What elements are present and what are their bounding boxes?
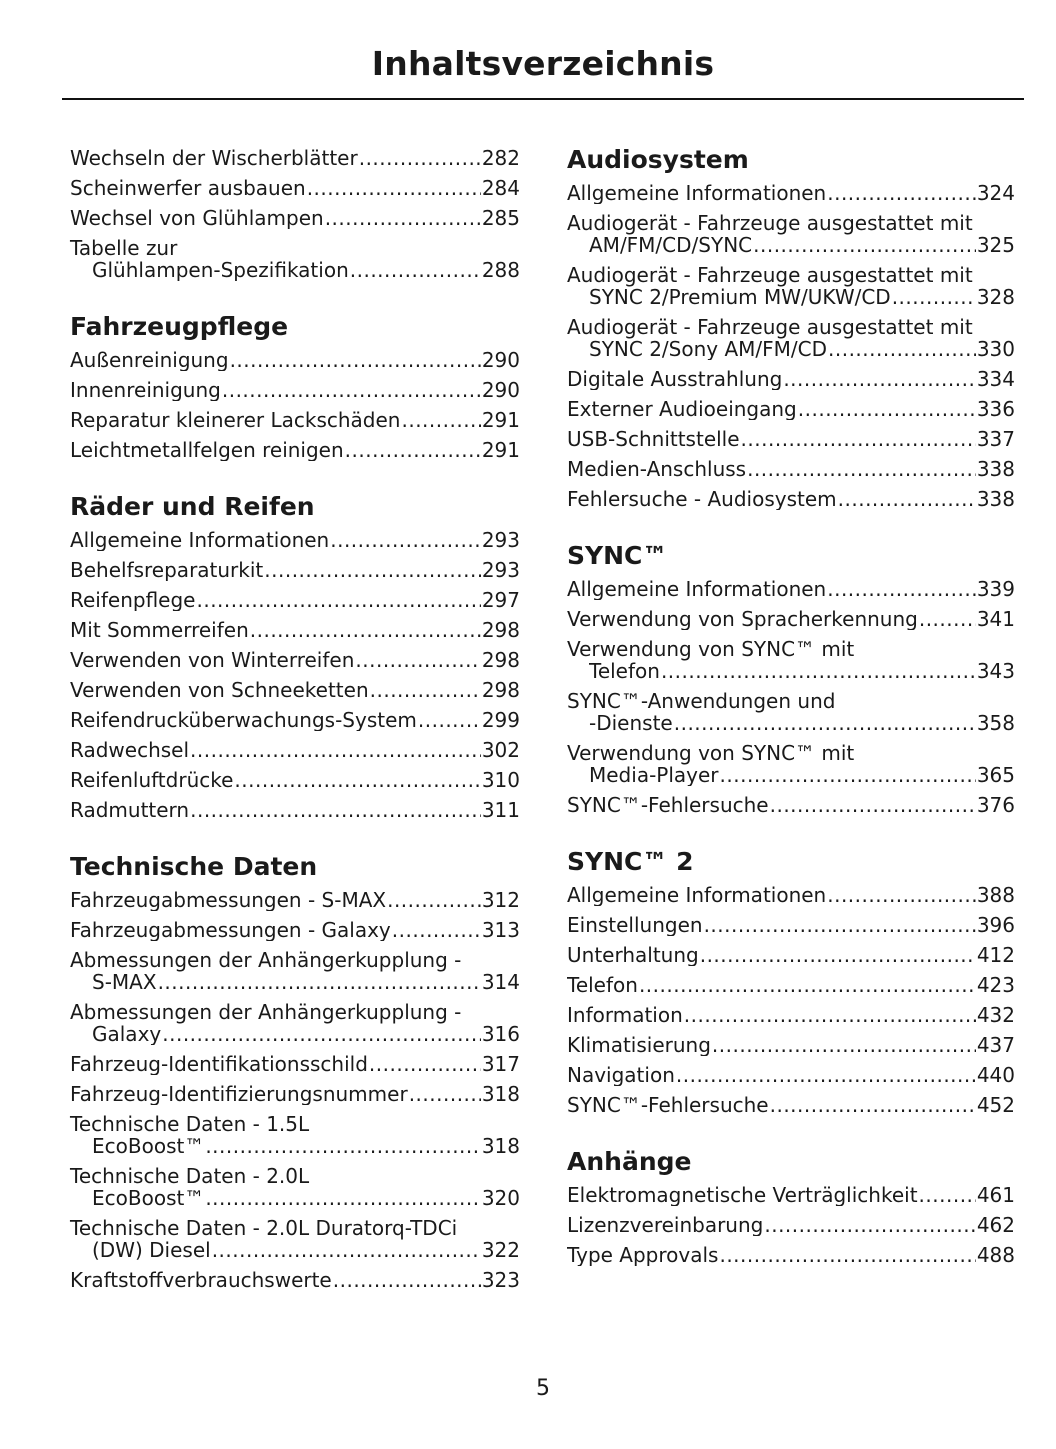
toc-entry[interactable]	[567, 634, 1015, 686]
dot-leader	[205, 1187, 480, 1209]
toc-entry-title: Fahrzeug-Identifizierungsnummer	[70, 1083, 408, 1105]
toc-entry-page: 312	[481, 888, 520, 912]
toc-entry-page: 322	[481, 1238, 520, 1262]
toc-entry-page: 290	[481, 348, 520, 372]
toc-entry-title-line: Verwendung von SYNC™ mit	[567, 637, 855, 661]
dot-leader	[401, 409, 480, 431]
toc-entry-page: 338	[976, 457, 1015, 481]
dot-leader	[719, 1244, 975, 1266]
dot-leader	[676, 1064, 976, 1086]
toc-entry-page: 314	[481, 970, 520, 994]
dot-leader	[828, 338, 976, 360]
toc-entry-page: 285	[481, 206, 520, 230]
toc-entry-title: Verwendung von Spracherkennung	[567, 608, 918, 630]
toc-entry-page: 324	[976, 181, 1015, 205]
toc-entry[interactable]	[70, 1161, 520, 1213]
toc-entry-title: Fahrzeugabmessungen - S-MAX	[70, 889, 387, 911]
dot-leader	[370, 679, 481, 701]
toc-entry-page: 293	[481, 528, 520, 552]
section-heading[interactable]: Anhänge	[567, 1147, 692, 1176]
toc-entry-title: Lizenzvereinbarung	[567, 1214, 764, 1236]
toc-entry[interactable]	[567, 686, 1015, 738]
toc-entry[interactable]	[70, 705, 520, 735]
dot-leader	[212, 1239, 481, 1261]
toc-entry[interactable]	[70, 555, 520, 585]
dot-leader	[222, 379, 481, 401]
toc-entry-page: 365	[976, 763, 1015, 787]
toc-entry[interactable]	[70, 1109, 520, 1161]
dot-leader	[230, 349, 481, 371]
toc-column-left	[70, 143, 520, 1320]
toc-entry[interactable]	[70, 585, 520, 615]
toc-entry-title: Innenreinigung	[70, 379, 221, 401]
toc-entry[interactable]	[70, 675, 520, 705]
dot-leader	[753, 234, 976, 256]
toc-entry[interactable]	[567, 738, 1015, 790]
toc-entry-title-line: Audiogerät - Fahrzeuge ausgestattet mit	[567, 211, 973, 235]
toc-entry-title: Medien-Anschluss	[567, 458, 747, 480]
toc-entry-title-line: Technische Daten - 1.5L	[70, 1112, 310, 1136]
dot-leader	[355, 649, 480, 671]
toc-entry-page: 325	[976, 233, 1015, 257]
toc-entry-title: Reifenluftdrücke	[70, 769, 234, 791]
toc-column-right	[567, 143, 1015, 1295]
toc-entry[interactable]	[70, 1079, 520, 1109]
dot-leader	[392, 919, 481, 941]
toc-entry-title: Externer Audioeingang	[567, 398, 797, 420]
toc-entry-page: 298	[481, 678, 520, 702]
toc-entry[interactable]	[567, 178, 1015, 208]
toc-entry[interactable]	[567, 208, 1015, 260]
dot-leader	[720, 764, 976, 786]
dot-leader	[350, 259, 481, 281]
dot-leader	[783, 368, 975, 390]
section-heading[interactable]: SYNC™	[567, 541, 668, 570]
toc-section	[567, 143, 1015, 514]
toc-entry-page: 452	[976, 1093, 1015, 1117]
toc-entry-title-line: Abmessungen der Anhängerkupplung -	[70, 948, 462, 972]
toc-entry-page: 376	[976, 793, 1015, 817]
toc-entry-page: 298	[481, 648, 520, 672]
toc-entry-page: 339	[976, 577, 1015, 601]
toc-entry-page: 291	[481, 408, 520, 432]
toc-entry-page: 318	[481, 1134, 520, 1158]
dot-leader	[307, 177, 481, 199]
toc-entry-title: Behelfsreparaturkit	[70, 559, 264, 581]
toc-entry-page: 302	[481, 738, 520, 762]
dot-leader	[250, 619, 481, 641]
dot-leader	[418, 709, 481, 731]
toc-entry-title: SYNC 2/Sony AM/FM/CD	[589, 338, 827, 360]
toc-entry[interactable]	[567, 454, 1015, 484]
dot-leader	[827, 182, 976, 204]
dot-leader	[919, 608, 976, 630]
toc-entry-page: 328	[976, 285, 1015, 309]
toc-entry-page: 291	[481, 438, 520, 462]
toc-entry-title: Außenreinigung	[70, 349, 229, 371]
toc-entry-page: 396	[976, 913, 1015, 937]
toc-entry-page: 282	[481, 146, 520, 170]
toc-entry-page: 320	[481, 1186, 520, 1210]
toc-entry-title: Telefon	[567, 974, 638, 996]
toc-entry-page: 461	[976, 1183, 1015, 1207]
toc-entry[interactable]	[567, 424, 1015, 454]
dot-leader	[704, 914, 976, 936]
toc-entry[interactable]	[567, 880, 1015, 910]
toc-section	[70, 310, 520, 465]
dot-leader	[798, 398, 976, 420]
toc-entry[interactable]	[567, 604, 1015, 634]
toc-section	[567, 1145, 1015, 1270]
toc-entry[interactable]	[70, 1213, 520, 1265]
toc-entry-title: Allgemeine Informationen	[567, 884, 827, 906]
toc-entry[interactable]	[567, 312, 1015, 364]
toc-entry-page: 311	[481, 798, 520, 822]
dot-leader	[387, 889, 481, 911]
toc-entry-title: Allgemeine Informationen	[70, 529, 330, 551]
toc-entry[interactable]	[70, 885, 520, 915]
dot-leader	[190, 739, 481, 761]
toc-entry-title: Digitale Ausstrahlung	[567, 368, 783, 390]
dot-leader	[827, 884, 976, 906]
toc-entry-page: 284	[481, 176, 520, 200]
toc-entry-page: 293	[481, 558, 520, 582]
toc-entry[interactable]	[70, 233, 520, 285]
toc-entry[interactable]	[567, 1180, 1015, 1210]
toc-entry-page: 290	[481, 378, 520, 402]
toc-section	[567, 845, 1015, 1120]
dot-leader	[919, 1184, 976, 1206]
toc-entry-page: 316	[481, 1022, 520, 1046]
toc-entry-title: Fahrzeug-Identifikationsschild	[70, 1053, 368, 1075]
toc-entry-page: 488	[976, 1243, 1015, 1267]
toc-entry[interactable]	[70, 615, 520, 645]
toc-entry-title: Verwenden von Winterreifen	[70, 649, 355, 671]
dot-leader	[205, 1135, 480, 1157]
dot-leader	[264, 559, 481, 581]
toc-entry-page: 323	[481, 1268, 520, 1292]
toc-entry[interactable]	[567, 364, 1015, 394]
toc-entry-page: 462	[976, 1213, 1015, 1237]
dot-leader	[345, 439, 481, 461]
toc-entry-title-line: Abmessungen der Anhängerkupplung -	[70, 1000, 462, 1024]
dot-leader	[674, 712, 976, 734]
section-heading[interactable]: Fahrzeugpflege	[70, 312, 289, 341]
dot-leader	[764, 1214, 975, 1236]
toc-entry-page: 440	[976, 1063, 1015, 1087]
toc-entry[interactable]	[70, 765, 520, 795]
toc-entry[interactable]	[70, 997, 520, 1049]
section-heading[interactable]: Technische Daten	[70, 852, 318, 881]
toc-entry-title: Telefon	[589, 660, 660, 682]
dot-leader	[741, 428, 976, 450]
toc-entry[interactable]	[70, 203, 520, 233]
toc-entry-title: Reifenpflege	[70, 589, 196, 611]
dot-leader	[330, 529, 481, 551]
dot-leader	[158, 971, 481, 993]
toc-entry-page: 310	[481, 768, 520, 792]
dot-leader	[827, 578, 976, 600]
toc-entry-page: 313	[481, 918, 520, 942]
dot-leader	[369, 1053, 481, 1075]
toc-entry[interactable]	[567, 394, 1015, 424]
toc-entry[interactable]	[70, 945, 520, 997]
dot-leader	[838, 488, 976, 510]
title-divider	[62, 98, 1024, 100]
dot-leader	[770, 1094, 976, 1116]
dot-leader	[333, 1269, 481, 1291]
toc-entry-page: 341	[976, 607, 1015, 631]
toc-entry-title: Verwenden von Schneeketten	[70, 679, 369, 701]
toc-entry-page: 437	[976, 1033, 1015, 1057]
toc-entry-page: 358	[976, 711, 1015, 735]
toc-entry-page: 337	[976, 427, 1015, 451]
toc-entry-title: S-MAX	[92, 971, 157, 993]
section-heading[interactable]: SYNC™ 2	[567, 847, 694, 876]
toc-entry[interactable]	[567, 940, 1015, 970]
toc-entry[interactable]	[70, 173, 520, 203]
toc-entry[interactable]	[567, 484, 1015, 514]
toc-entry-title: Kraftstoffverbrauchswerte	[70, 1269, 332, 1291]
toc-entry[interactable]	[70, 435, 520, 465]
toc-entry-page: 297	[481, 588, 520, 612]
dot-leader	[684, 1004, 976, 1026]
toc-entry-title-line: Technische Daten - 2.0L Duratorq-TDCi	[70, 1216, 458, 1240]
toc-entry-title: EcoBoost™	[92, 1187, 205, 1209]
toc-entry-title: Klimatisierung	[567, 1034, 711, 1056]
toc-entry[interactable]	[70, 375, 520, 405]
toc-entry-title-line: Technische Daten - 2.0L	[70, 1164, 310, 1188]
toc-entry-title: Allgemeine Informationen	[567, 578, 827, 600]
toc-entry-title: Navigation	[567, 1064, 675, 1086]
dot-leader	[190, 799, 481, 821]
toc-entry-page: 423	[976, 973, 1015, 997]
toc-entry[interactable]	[567, 910, 1015, 940]
toc-entry[interactable]	[567, 1060, 1015, 1090]
dot-leader	[234, 769, 480, 791]
section-heading[interactable]: Räder und Reifen	[70, 492, 315, 521]
dot-leader	[892, 286, 976, 308]
dot-leader	[325, 207, 481, 229]
toc-entry-page: 336	[976, 397, 1015, 421]
dot-leader	[639, 974, 976, 996]
dot-leader	[700, 944, 976, 966]
toc-entry[interactable]	[70, 525, 520, 555]
toc-entry-title: Elektromagnetische Verträglichkeit	[567, 1184, 918, 1206]
toc-entry-title: Wechsel von Glühlampen	[70, 207, 324, 229]
toc-entry[interactable]	[567, 970, 1015, 1000]
toc-entry-title: Radwechsel	[70, 739, 190, 761]
page-title: Inhaltsverzeichnis	[371, 44, 715, 83]
toc-entry-title: USB-Schnittstelle	[567, 428, 740, 450]
toc-entry[interactable]	[70, 735, 520, 765]
toc-section	[567, 539, 1015, 820]
toc-entry-title: SYNC 2/Premium MW/UKW/CD	[589, 286, 891, 308]
toc-entry[interactable]	[567, 574, 1015, 604]
toc-entry[interactable]	[567, 1210, 1015, 1240]
dot-leader	[409, 1083, 481, 1105]
toc-entry[interactable]	[70, 143, 520, 173]
toc-entry-page: 298	[481, 618, 520, 642]
toc-entry-title-line: Audiogerät - Fahrzeuge ausgestattet mit	[567, 263, 973, 287]
dot-leader	[747, 458, 976, 480]
toc-entry-page: 288	[481, 258, 520, 282]
toc-entry-page: 343	[976, 659, 1015, 683]
toc-entry-page: 338	[976, 487, 1015, 511]
toc-entry-page: 318	[481, 1082, 520, 1106]
toc-entry-page: 432	[976, 1003, 1015, 1027]
toc-entry-title: (DW) Diesel	[92, 1239, 211, 1261]
toc-entry-page: 330	[976, 337, 1015, 361]
toc-entry-title: Type Approvals	[567, 1244, 719, 1266]
toc-entry-title-line: Audiogerät - Fahrzeuge ausgestattet mit	[567, 315, 973, 339]
dot-leader	[661, 660, 976, 682]
toc-entry[interactable]	[70, 405, 520, 435]
toc-entry[interactable]	[70, 345, 520, 375]
toc-entry[interactable]	[567, 790, 1015, 820]
toc-entry-title-line: Tabelle zur	[70, 236, 178, 260]
toc-entry-page: 412	[976, 943, 1015, 967]
toc-entry-title: Fahrzeugabmessungen - Galaxy	[70, 919, 391, 941]
toc-entry-title: SYNC™-Fehlersuche	[567, 794, 769, 816]
toc-entry-page: 388	[976, 883, 1015, 907]
toc-entry-title: SYNC™-Fehlersuche	[567, 1094, 769, 1116]
toc-entry-title-line: Verwendung von SYNC™ mit	[567, 741, 855, 765]
toc-entry-title: Radmuttern	[70, 799, 190, 821]
toc-entry-page: 334	[976, 367, 1015, 391]
toc-entry-title: Wechseln der Wischerblätter	[70, 147, 358, 169]
dot-leader	[162, 1023, 481, 1045]
toc-entry-title: EcoBoost™	[92, 1135, 205, 1157]
toc-entry-title: Galaxy	[92, 1023, 162, 1045]
toc-entry-title: Einstellungen	[567, 914, 703, 936]
toc-entry-title: -Dienste	[589, 712, 673, 734]
toc-entry-page: 317	[481, 1052, 520, 1076]
toc-entry-title: Reparatur kleinerer Lackschäden	[70, 409, 401, 431]
toc-entry-title: Media-Player	[589, 764, 719, 786]
section-heading[interactable]: Audiosystem	[567, 145, 749, 174]
toc-entry-title: Fehlersuche - Audiosystem	[567, 488, 837, 510]
toc-entry-title: AM/FM/CD/SYNC	[589, 234, 753, 256]
toc-entry-title-line: SYNC™-Anwendungen und	[567, 689, 836, 713]
toc-entry[interactable]	[70, 1265, 520, 1295]
toc-entry-title: Allgemeine Informationen	[567, 182, 827, 204]
dot-leader	[770, 794, 976, 816]
toc-section	[70, 490, 520, 825]
toc-entry-title: Information	[567, 1004, 683, 1026]
toc-entry-title: Scheinwerfer ausbauen	[70, 177, 306, 199]
toc-entry-title: Glühlampen-Spezifikation	[92, 259, 349, 281]
dot-leader	[712, 1034, 976, 1056]
toc-entry[interactable]	[70, 645, 520, 675]
toc-entry[interactable]	[70, 1049, 520, 1079]
toc-entry-title: Unterhaltung	[567, 944, 699, 966]
toc-entry-title: Mit Sommerreifen	[70, 619, 249, 641]
toc-section	[70, 850, 520, 1295]
dot-leader	[359, 147, 481, 169]
toc-section-continued	[70, 143, 520, 285]
dot-leader	[196, 589, 480, 611]
toc-entry[interactable]	[567, 1000, 1015, 1030]
toc-entry-page: 299	[481, 708, 520, 732]
toc-entry[interactable]	[70, 795, 520, 825]
toc-entry[interactable]	[567, 1240, 1015, 1270]
page-number: 5	[536, 1376, 550, 1401]
toc-entry[interactable]	[567, 1090, 1015, 1120]
toc-entry[interactable]	[567, 260, 1015, 312]
toc-entry-title: Reifendrucküberwachungs-System	[70, 709, 417, 731]
toc-entry[interactable]	[567, 1030, 1015, 1060]
toc-entry-title: Leichtmetallfelgen reinigen	[70, 439, 344, 461]
toc-entry[interactable]	[70, 915, 520, 945]
